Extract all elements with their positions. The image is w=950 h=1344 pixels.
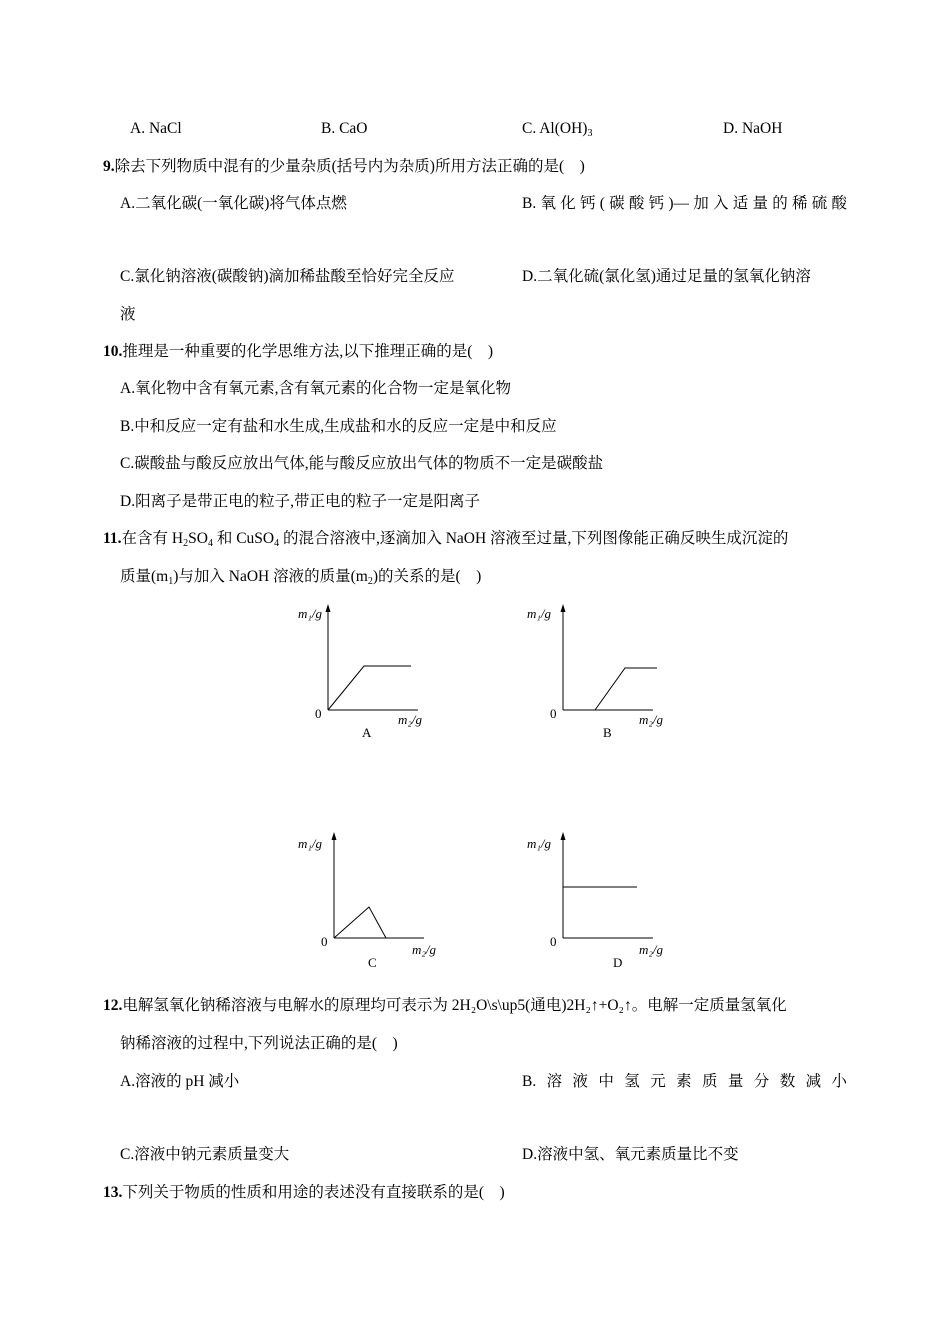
q11-stem-part: )与加入 NaOH 溶液的质量(m [173,568,368,585]
q12-option-a: A.溶液的 pH 减小 [120,1073,240,1090]
q11-number: 11. [103,530,122,547]
q8-option-a: A. NaCl [130,120,182,137]
q8-option-b: B. CaO [321,120,368,137]
q8-option-c-sub: 3 [587,128,593,139]
graph-c-origin: 0 [321,934,328,949]
q12-stem-line1 [103,996,787,1016]
graph-d-origin: 0 [550,934,557,949]
q13-stem-text: 下列关于物质的性质和用途的表述没有直接联系的是( ) [122,1184,505,1201]
graph-c-axes [298,830,408,980]
graph-b-xlabel: m₂/g [639,712,664,727]
q10-option-c: C.碳酸盐与酸反应放出气体,能与酸反应放出气体的物质不一定是碳酸盐 [120,455,604,472]
q9-option-d-cont: 液 [120,306,136,323]
q9-stem [103,157,585,177]
graph-b-axes [527,600,637,750]
q13-stem [103,1183,505,1203]
q8-option-c [522,119,592,139]
q11-sub: 2 [367,576,373,587]
graph-a-xlabel: m₂/g [398,712,423,727]
graph-a-origin: 0 [315,706,322,721]
q9-option-c: C.氯化钠溶液(碳酸钠)滴加稀盐酸至恰好完全反应 [120,268,455,285]
q13-number: 13. [103,1184,123,1201]
graph-b [527,600,664,750]
q11-stem-part: 质量(m [120,568,169,585]
graph-a [298,600,423,750]
graph-b-ylabel: m₁/g [527,606,552,621]
graph-a-axes [298,600,408,750]
q10-number: 10. [103,343,123,360]
q11-sub: 4 [207,538,213,549]
q11-sub: 4 [274,538,280,549]
q11-stem-part: )的关系的是( ) [372,568,482,585]
q10-option-a: A.氧化物中含有氧元素,含有氧元素的化合物一定是氧化物 [120,380,511,397]
q11-stem-part: 的混合溶液中,逐滴加入 NaOH 溶液至过量,下列图像能正确反映生成沉淀的 [279,530,789,547]
q9-option-d: D.二氧化硫(氯化氢)通过足量的氢氧化钠溶 [522,268,811,285]
q10-stem [103,342,493,362]
q11-stem-line2 [120,567,481,587]
graph-c-ylabel: m₁/g [298,836,323,851]
graph-d [527,830,664,980]
q8-option-d: D. NaOH [723,120,783,137]
graph-c [298,830,437,980]
graph-b-origin: 0 [550,706,557,721]
q10-option-d: D.阳离子是带正电的粒子,带正电的粒子一定是阳离子 [120,493,480,510]
q11-stem-part: 在含有 H [121,530,184,547]
q9-option-a: A.二氧化碳(一氧化碳)将气体点燃 [120,195,347,212]
q8-option-c-text: C. Al(OH) [522,120,588,137]
q9-number: 9. [103,158,115,175]
q12-option-c: C.溶液中钠元素质量变大 [120,1146,290,1163]
q12-number: 12. [103,997,123,1014]
q12-stem-text: 电解氢氧化钠稀溶液与电解水的原理均可表示为 2H₂O\s\up5(通电)2H₂↑+O₂↑。电解一定质量氢氧化 [122,997,787,1014]
q10-stem-text: 推理是一种重要的化学思维方法,以下推理正确的是( ) [122,343,494,360]
graph-d-label: D [613,955,623,970]
q12-option-d: D.溶液中氢、氧元素质量比不变 [522,1146,739,1163]
graph-d-xlabel: m₂/g [639,942,664,957]
q10-option-b: B.中和反应一定有盐和水生成,生成盐和水的反应一定是中和反应 [120,418,557,435]
graph-d-ylabel: m₁/g [527,836,552,851]
q11-sub: 1 [168,576,174,587]
q11-stem-part: SO [188,530,208,547]
q9-option-b: B.氧化钙(碳酸钙)—加入适量的稀硫酸 [522,195,847,212]
q9-stem-text: 除去下列物质中混有的少量杂质(括号内为杂质)所用方法正确的是( ) [114,158,585,175]
graph-c-label: C [368,955,377,970]
q12-stem-line2: 钠稀溶液的过程中,下列说法正确的是( ) [120,1035,398,1052]
q11-stem-part: 和 CuSO [212,530,275,547]
graph-a-label: A [362,725,372,740]
q12-option-b: B.溶液中氢元素质量分数减小 [522,1073,847,1090]
graph-a-ylabel: m₁/g [298,606,323,621]
q11-stem-line1 [103,529,788,549]
q11-sub: 2 [183,538,189,549]
graph-b-label: B [603,725,612,740]
graph-c-xlabel: m₂/g [412,942,437,957]
